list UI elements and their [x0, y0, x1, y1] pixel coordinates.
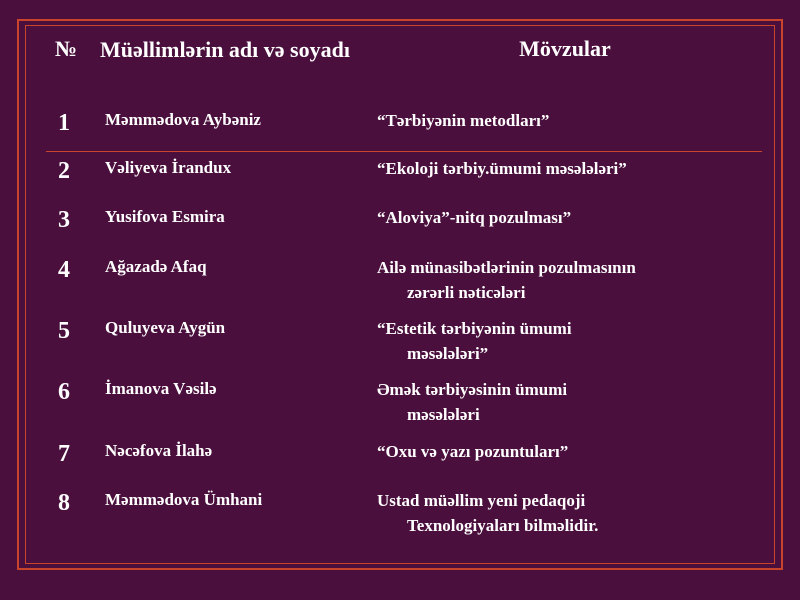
row-number: 3 [58, 207, 70, 233]
topic [377, 488, 757, 538]
topic-line: “Estetik tərbiyənin ümumi [377, 319, 572, 338]
topic-line: Əmək tərbiyəsinin ümumi [377, 380, 568, 399]
teacher-name: Məmmədova Aybəniz [105, 110, 261, 129]
topic [377, 108, 757, 133]
row-number: 2 [58, 158, 70, 184]
header-topics: Mövzular [519, 36, 611, 61]
header-teacher-name: Müəllimlərin adı və soyadı [100, 37, 350, 62]
row-number: 7 [58, 441, 70, 467]
row-divider [46, 151, 762, 152]
topic [377, 316, 757, 366]
topic-line: Texnologiyaları bilməlidir. [407, 516, 599, 535]
teacher-name: Məmmədova Ümhani [105, 490, 263, 509]
topic-line: məsələləri [407, 405, 480, 424]
topic-line: “Oxu və yazı pozuntuları” [377, 442, 569, 461]
topic-line: Ustad müəllim yeni pedaqoji [377, 491, 586, 510]
topic-line: “Ekoloji tərbiy.ümumi məsələləri” [377, 159, 627, 178]
topic-line: məsələləri” [407, 344, 489, 363]
topic [377, 439, 757, 464]
row-number: 6 [58, 379, 70, 405]
teacher-name: İmanova Vəsilə [105, 379, 217, 398]
row-number: 5 [58, 318, 70, 344]
topic [377, 377, 757, 427]
topic [377, 255, 757, 305]
topic-line: “Tərbiyənin metodları” [377, 111, 550, 130]
teacher-name: Yusifova Esmira [105, 207, 225, 226]
teacher-name: Vəliyeva İrandux [105, 158, 232, 177]
row-number: 8 [58, 490, 70, 516]
topic [377, 156, 757, 181]
row-number: 1 [58, 110, 70, 136]
topic [377, 205, 757, 230]
topic-line: “Aloviya”-nitq pozulması” [377, 208, 572, 227]
teacher-name: Quluyeva Aygün [105, 318, 226, 337]
row-number: 4 [58, 257, 70, 283]
header-number: № [54, 36, 78, 61]
topic-line: Ailə münasibətlərinin pozulmasının [377, 258, 636, 277]
teacher-name: Ağazadə Afaq [105, 257, 207, 276]
topic-line: zərərli nəticələri [407, 283, 526, 302]
teacher-name: Nəcəfova İlahə [105, 441, 213, 460]
